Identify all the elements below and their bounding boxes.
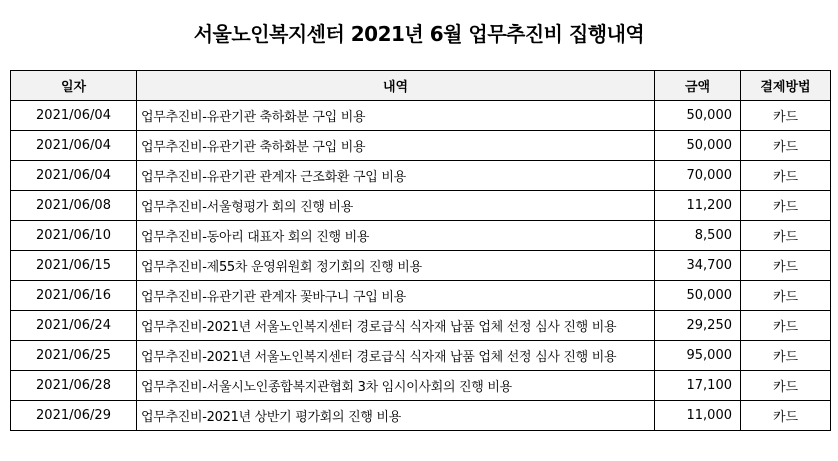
table-header	[11, 71, 831, 101]
cell-payment-method: 카드	[741, 281, 831, 311]
cell-payment-method: 카드	[741, 101, 831, 131]
page-title: 서울노인복지센터 2021년 6월 업무추진비 집행내역	[193, 22, 645, 46]
cell-description: 업무추진비-서울형평가 회의 진행 비용	[137, 191, 655, 221]
cell-amount: 17,100	[655, 371, 741, 401]
table-row	[11, 221, 831, 251]
cell-amount: 29,250	[655, 311, 741, 341]
table-row	[11, 131, 831, 161]
cell-payment-method: 카드	[741, 221, 831, 251]
cell-date: 2021/06/04	[11, 131, 137, 161]
cell-description: 업무추진비-유관기관 관계자 근조화환 구입 비용	[137, 161, 655, 191]
cell-amount: 34,700	[655, 251, 741, 281]
cell-date: 2021/06/04	[11, 161, 137, 191]
table-row	[11, 311, 831, 341]
table-row	[11, 281, 831, 311]
cell-description: 업무추진비-2021년 서울노인복지센터 경로급식 식자재 납품 업체 선정 심사 진행 비용	[137, 311, 655, 341]
cell-date: 2021/06/08	[11, 191, 137, 221]
cell-date: 2021/06/29	[11, 401, 137, 431]
cell-description: 업무추진비-유관기관 축하화분 구입 비용	[137, 131, 655, 161]
cell-date: 2021/06/28	[11, 371, 137, 401]
cell-description: 업무추진비-동아리 대표자 회의 진행 비용	[137, 221, 655, 251]
table-body	[11, 101, 831, 431]
cell-amount: 50,000	[655, 101, 741, 131]
cell-description: 업무추진비-2021년 서울노인복지센터 경로급식 식자재 납품 업체 선정 심사 진행 비용	[137, 341, 655, 371]
header-date: 일자	[11, 71, 137, 101]
header-amount: 금액	[655, 71, 741, 101]
cell-date: 2021/06/04	[11, 101, 137, 131]
cell-amount: 11,200	[655, 191, 741, 221]
cell-date: 2021/06/16	[11, 281, 137, 311]
expense-table	[10, 70, 831, 431]
cell-payment-method: 카드	[741, 311, 831, 341]
cell-payment-method: 카드	[741, 401, 831, 431]
cell-amount: 95,000	[655, 341, 741, 371]
header-payment-method: 결제방법	[741, 71, 831, 101]
cell-amount: 11,000	[655, 401, 741, 431]
cell-amount: 50,000	[655, 131, 741, 161]
cell-date: 2021/06/24	[11, 311, 137, 341]
cell-payment-method: 카드	[741, 161, 831, 191]
table-row	[11, 401, 831, 431]
table-row	[11, 191, 831, 221]
table-row	[11, 371, 831, 401]
cell-description: 업무추진비-2021년 상반기 평가회의 진행 비용	[137, 401, 655, 431]
cell-description: 업무추진비-서울시노인종합복지관협회 3차 임시이사회의 진행 비용	[137, 371, 655, 401]
cell-amount: 8,500	[655, 221, 741, 251]
header-description: 내역	[137, 71, 655, 101]
cell-date: 2021/06/10	[11, 221, 137, 251]
cell-payment-method: 카드	[741, 341, 831, 371]
cell-amount: 50,000	[655, 281, 741, 311]
cell-payment-method: 카드	[741, 131, 831, 161]
cell-payment-method: 카드	[741, 371, 831, 401]
table-row	[11, 341, 831, 371]
cell-date: 2021/06/15	[11, 251, 137, 281]
cell-description: 업무추진비-제55차 운영위원회 정기회의 진행 비용	[137, 251, 655, 281]
header-row	[11, 71, 831, 101]
cell-date: 2021/06/25	[11, 341, 137, 371]
cell-amount: 70,000	[655, 161, 741, 191]
table-row	[11, 251, 831, 281]
cell-payment-method: 카드	[741, 251, 831, 281]
cell-payment-method: 카드	[741, 191, 831, 221]
table-row	[11, 101, 831, 131]
cell-description: 업무추진비-유관기관 축하화분 구입 비용	[137, 101, 655, 131]
cell-description: 업무추진비-유관기관 관계자 꽃바구니 구입 비용	[137, 281, 655, 311]
table-row	[11, 161, 831, 191]
